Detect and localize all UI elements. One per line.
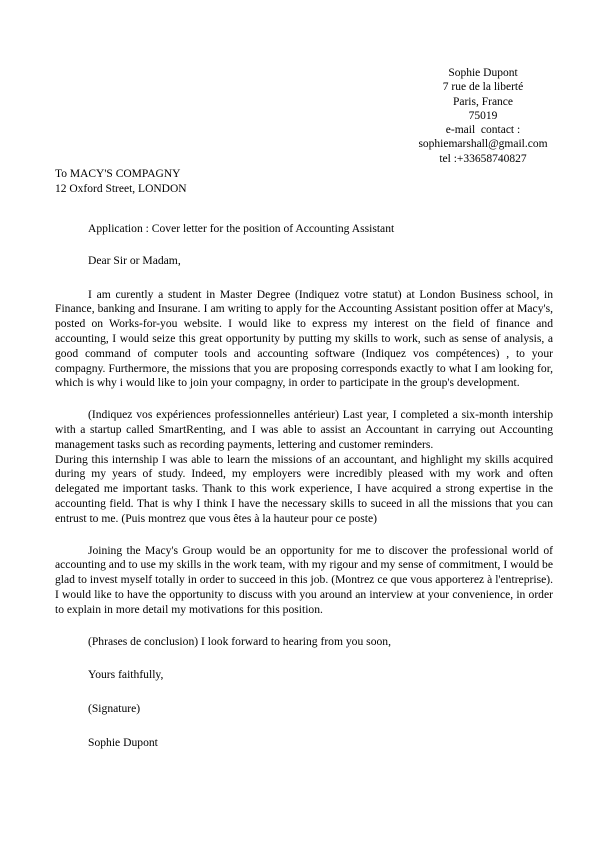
valediction: Yours faithfully, — [88, 668, 164, 682]
sender-street: 7 rue de la liberté — [442, 81, 524, 94]
subject-line: Application : Cover letter for the position of Accounting Assistant — [88, 222, 395, 235]
sender-email: sophiemarshall@gmail.com — [418, 138, 548, 151]
sender-name: Sophie Dupont — [448, 67, 518, 79]
sender-email-label: e-mail contact : — [445, 124, 521, 137]
letter-body — [55, 222, 553, 751]
conclusion-line: (Phrases de conclusion) I look forward to hearing from you soon, — [88, 634, 391, 648]
salutation: Dear Sir or Madam, — [88, 253, 181, 267]
sender-phone: tel :+33658740827 — [439, 152, 527, 165]
paragraph-2 — [55, 408, 553, 526]
closing-block — [88, 635, 553, 751]
sender-city: Paris, France — [452, 95, 514, 108]
signature-name: Sophie Dupont — [88, 735, 158, 749]
signature-placeholder: (Signature) — [88, 702, 141, 716]
recipient-company: To MACY'S COMPAGNY — [55, 168, 181, 180]
paragraph-2-part-a: (Indiquez vos expériences professionnelles antérieur) Last year, I completed a six-month intership with a startup called SmartRenting, and I was able to assist an Accountant in carrying out Accounting management tasks such as recording payments, lettering and customer reminders. — [55, 408, 553, 451]
sender-postal-code: 75019 — [468, 109, 498, 122]
recipient-address-block — [55, 167, 187, 196]
paragraph-1: I am curently a student in Master Degree (Indiquez votre statut) at London Business school, in Finance, banking and Insurane. I am writing to apply for the Accounting Assistant position offer at Macy's, posted on Works-for-you website. I would like to express my interest on the field of finance and accounting, I would seize this great opportunity by putting my skills to work, such as sense of analysis, a good command of computer tools and accounting software (Indiquez vos compétences) , to your compagny. Furthermore, the missions that you are proposing corresponds exactly to what I am looking for, which is why i would like to join your compagny, in order to participate in the group's development. — [55, 287, 553, 390]
sender-address-block — [388, 66, 578, 166]
paragraph-2-part-b: During this internship I was able to learn the missions of an accountant, and highlight my skills acquired during my years of study. Indeed, my employers were incredibly pleased with my work and often delegated me important tasks. Thank to this work experience, I have acquired a strong expertise in the accounting field. That is why I think I have the necessary skills to suceed in all the missions that you can entrust to me. (Puis montrez que vous êtes à la hauteur pour ce poste) — [55, 452, 553, 525]
paragraph-3: Joining the Macy's Group would be an opportunity for me to discover the professional world of accounting and to use my skills in the work team, with my rigour and my sense of commitment, I would be glad to invest myself totally in order to succeed in this job. (Montrez ce que vous apporterez à l'entreprise). I would like to have the opportunity to discuss with you around an interview at your convenience, in order to explain in more detail my motivations for this position. — [55, 543, 553, 616]
recipient-address: 12 Oxford Street, LONDON — [55, 182, 187, 195]
